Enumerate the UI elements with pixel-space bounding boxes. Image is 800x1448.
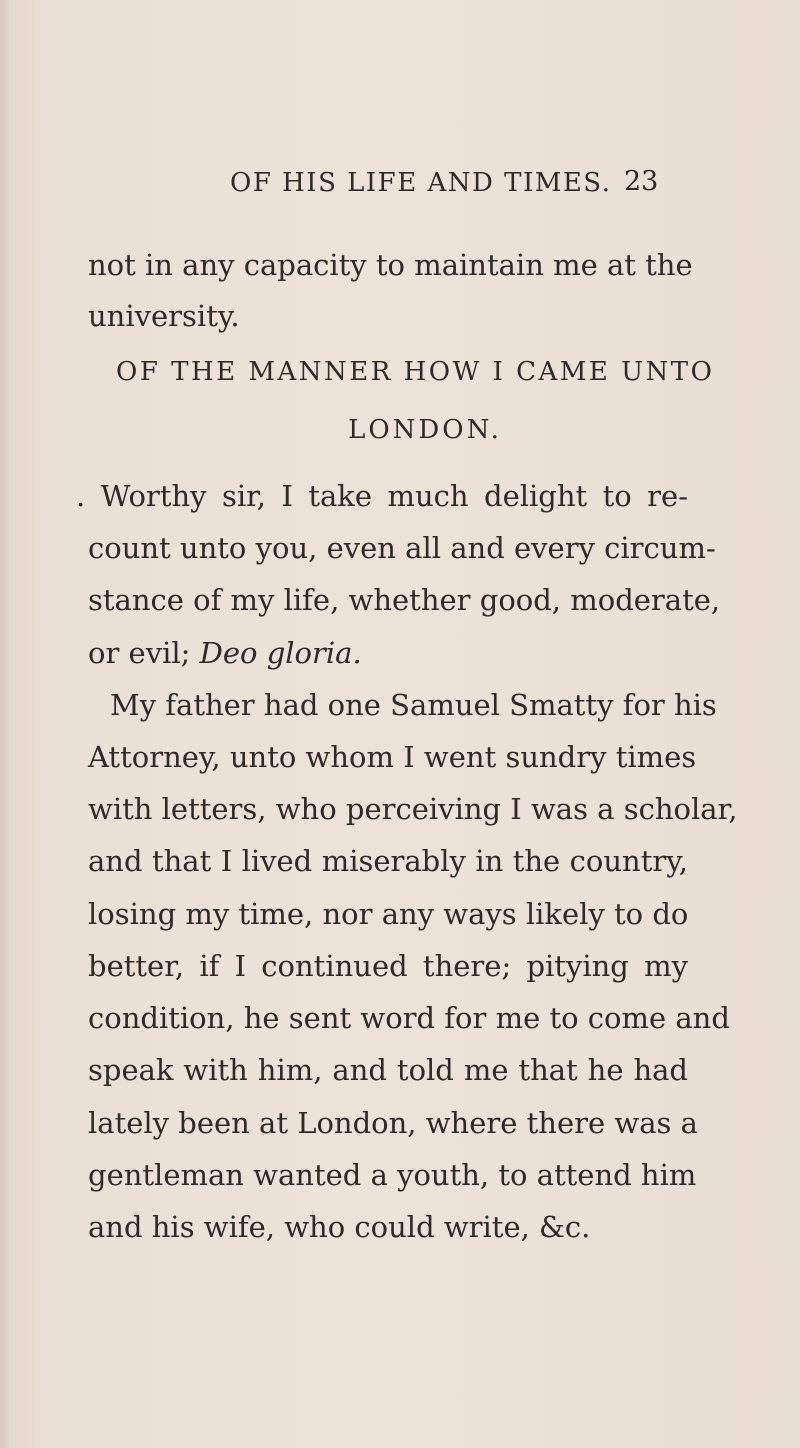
text-line: with letters, who perceiving I was a scholar, bbox=[88, 792, 738, 826]
chapter-title-line-1: OF THE MANNER HOW I CAME UNTO bbox=[116, 357, 715, 387]
text-line: gentleman wanted a youth, to attend him bbox=[88, 1158, 697, 1192]
text-line: Attorney, unto whom I went sundry times bbox=[88, 740, 697, 774]
spine-shadow bbox=[0, 0, 10, 1448]
text-line: not in any capacity to maintain me at the bbox=[88, 248, 693, 282]
latin-phrase: Deo gloria. bbox=[199, 636, 362, 670]
chapter-title-line-2: LONDON. bbox=[348, 415, 502, 445]
text-line: . Worthy sir, I take much delight to re- bbox=[76, 479, 688, 513]
text-line: losing my time, nor any ways likely to do bbox=[88, 897, 689, 931]
page-number: 23 bbox=[624, 166, 659, 197]
text-line: university. bbox=[88, 299, 240, 333]
text-line: condition, he sent word for me to come and bbox=[88, 1001, 730, 1035]
text-line: and his wife, who could write, &c. bbox=[88, 1210, 591, 1244]
running-head: OF HIS LIFE AND TIMES. bbox=[230, 168, 612, 198]
text-line: and that I lived miserably in the country, bbox=[88, 844, 688, 878]
text-line: count unto you, even all and every circum- bbox=[88, 531, 716, 565]
text-segment: or evil; bbox=[88, 636, 200, 670]
text-line: My father had one Samuel Smatty for his bbox=[110, 688, 717, 722]
text-line: speak with him, and told me that he had bbox=[88, 1053, 688, 1087]
text-line bbox=[88, 636, 688, 670]
text-line: better, if I continued there; pitying my bbox=[88, 949, 688, 983]
text-line: stance of my life, whether good, moderate, bbox=[88, 583, 721, 617]
text-line: lately been at London, where there was a bbox=[88, 1106, 698, 1140]
